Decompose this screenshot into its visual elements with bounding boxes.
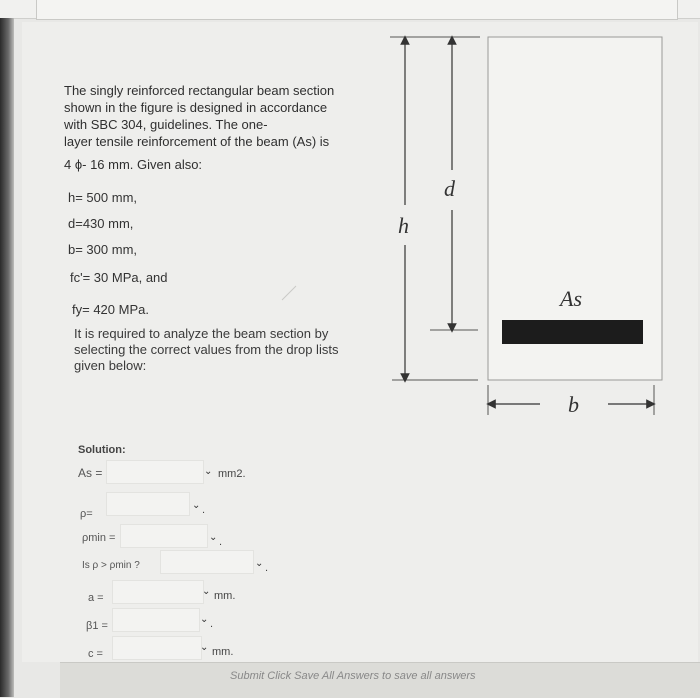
as-label: As = [78, 466, 103, 480]
rho-dropdown[interactable] [106, 492, 190, 516]
c-unit: mm. [212, 646, 234, 658]
label-d: d [444, 176, 455, 201]
given-fy: fy= 420 MPa. [72, 302, 149, 317]
beta1-dropdown[interactable] [112, 608, 200, 632]
problem-line: The singly reinforced rectangular beam section [64, 83, 335, 98]
solution-title: Solution: [78, 444, 126, 456]
chevron-down-icon[interactable]: ⌄ [200, 614, 209, 625]
beta1-unit: . [210, 618, 214, 630]
given-fc: fc'= 30 MPa, and [70, 270, 168, 285]
chevron-down-icon[interactable]: ⌄ [204, 466, 213, 477]
instruction-line: given below: [74, 358, 147, 373]
instruction-line: selecting the correct values from the drop lists [74, 342, 339, 357]
problem-line: shown in the figure is designed in accordance [64, 100, 328, 115]
a-unit: mm. [214, 590, 236, 602]
save-all-answers-link[interactable]: Submit Click Save All Answers to save all answers [230, 670, 476, 682]
tension-rebar-layer [502, 320, 643, 344]
a-label: a = [88, 592, 104, 604]
problem-line: with SBC 304, guidelines. The one- [64, 117, 268, 132]
chevron-down-icon[interactable]: ⌄ [192, 500, 201, 511]
instruction-line: It is required to analyze the beam section by [74, 326, 329, 341]
beta1-label: β1 = [86, 620, 108, 632]
rho-min-label: ρmin = [82, 532, 116, 544]
as-dropdown[interactable] [106, 460, 204, 484]
rho-min-unit: . [219, 536, 223, 548]
label-b: b [568, 392, 579, 417]
label-as: As [560, 286, 582, 311]
rho-min-dropdown[interactable] [120, 524, 208, 548]
chevron-down-icon[interactable]: ⌄ [202, 586, 211, 597]
chevron-down-icon[interactable]: ⌄ [255, 558, 264, 569]
pen-mark [282, 286, 296, 300]
given-h: h= 500 mm, [68, 190, 138, 205]
check-label: Is ρ > ρmin ? [82, 560, 140, 571]
a-dropdown[interactable] [112, 580, 204, 604]
c-dropdown[interactable] [112, 636, 202, 660]
c-label: c = [88, 648, 103, 660]
rho-unit: . [202, 504, 206, 516]
given-d: d=430 mm, [68, 216, 134, 231]
label-h: h [398, 213, 409, 238]
rho-label: ρ= [80, 508, 93, 520]
chevron-down-icon[interactable]: ⌄ [200, 642, 209, 653]
problem-line: 4 ϕ- 16 mm. Given also: [64, 157, 203, 172]
chevron-down-icon[interactable]: ⌄ [209, 532, 218, 543]
given-b: b= 300 mm, [68, 242, 138, 257]
as-unit: mm2. [218, 468, 246, 480]
check-dropdown[interactable] [160, 550, 254, 574]
check-unit: . [265, 562, 269, 574]
problem-line: layer tensile reinforcement of the beam (As) is [64, 134, 330, 149]
